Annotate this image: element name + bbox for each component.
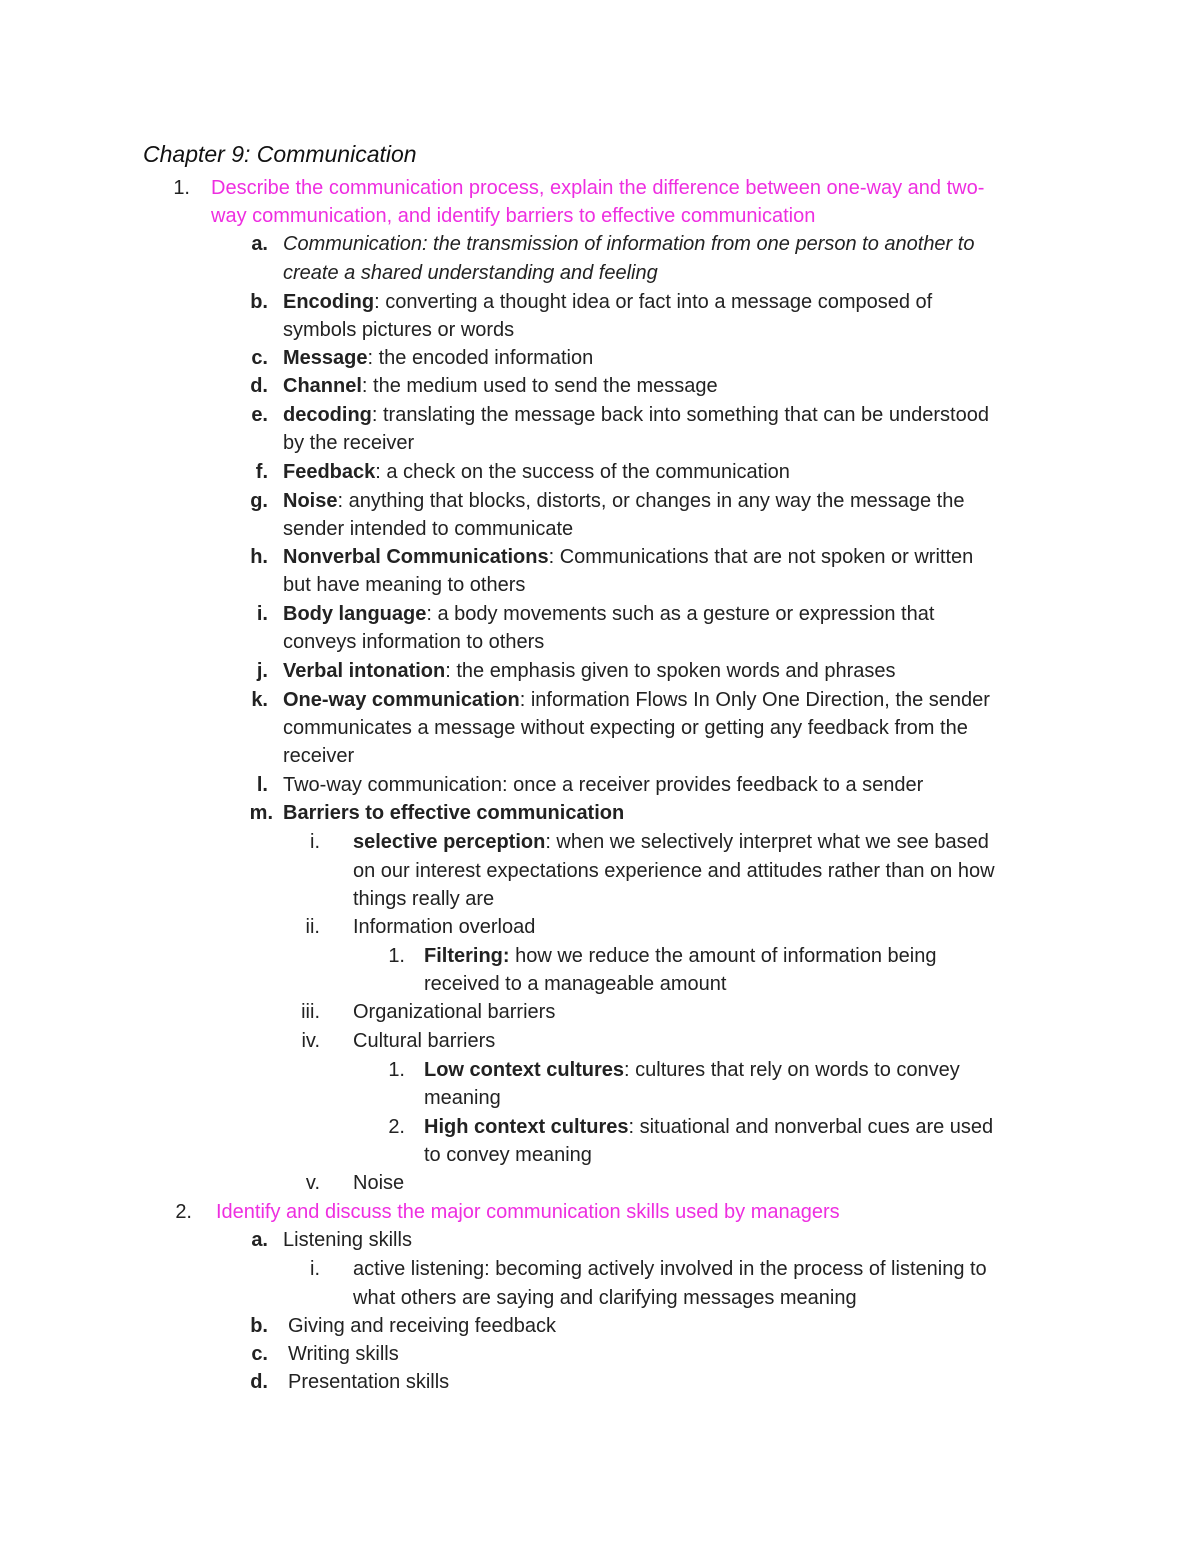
section-1-number: 1. xyxy=(173,177,190,199)
item-noise-line-2: sender intended to communicate xyxy=(283,518,574,540)
marker-f: f. xyxy=(255,461,268,483)
term-message: Message xyxy=(283,347,368,369)
term-body-language: Body language xyxy=(283,603,427,625)
marker-2b: b. xyxy=(250,1315,268,1337)
term-one-way: One-way communication xyxy=(283,689,520,711)
item-body-language: Body language: a body movements such as a gesture or expression that xyxy=(283,603,935,625)
term-feedback: Feedback xyxy=(283,461,376,483)
item-nonverbal: Nonverbal Communications: Communications that are not spoken or written xyxy=(283,546,974,568)
objective-1-line-2: way communication, and identify barriers to effective communication xyxy=(211,205,816,227)
marker-g: g. xyxy=(250,490,268,512)
item-selective-perception-line-2: on our interest expectations experience and attitudes rather than on how xyxy=(353,860,995,882)
item-giving-feedback: Giving and receiving feedback xyxy=(288,1315,556,1337)
item-one-way-line-2: communicates a message without expecting or getting any feedback from the xyxy=(283,717,968,739)
item-body-language-line-2: conveys information to others xyxy=(283,631,545,653)
objective-1-line-1: Describe the communication process, explain the difference between one-way and two- xyxy=(211,177,985,199)
item-selective-perception-line-3: things really are xyxy=(353,888,495,910)
marker-roman-iii: iii. xyxy=(301,1001,320,1023)
item-nonverbal-line-2: but have meaning to others xyxy=(283,574,526,596)
item-cultural-barriers: Cultural barriers xyxy=(353,1030,496,1052)
marker-i: i. xyxy=(256,603,268,625)
item-active-listening-line-2: what others are saying and clarifying messages meaning xyxy=(353,1287,857,1309)
marker-k: k. xyxy=(251,689,268,711)
marker-m: m. xyxy=(249,802,273,824)
marker-b: b. xyxy=(250,291,268,313)
item-decoding-line-2: by the receiver xyxy=(283,432,415,454)
item-low-context: Low context cultures: cultures that rely on words to convey xyxy=(424,1059,960,1081)
marker-e: e. xyxy=(251,404,268,426)
item-information-overload: Information overload xyxy=(353,916,536,938)
objective-2: Identify and discuss the major communication skills used by managers xyxy=(216,1201,840,1223)
term-low-context: Low context cultures xyxy=(424,1059,625,1081)
marker-2c: c. xyxy=(251,1343,268,1365)
item-one-way-line-3: receiver xyxy=(283,745,355,767)
marker-roman-ii: ii. xyxy=(305,916,320,938)
term-filtering: Filtering: xyxy=(424,945,510,967)
marker-2d: d. xyxy=(250,1371,268,1393)
item-barriers: Barriers to effective communication xyxy=(283,802,625,824)
marker-2a: a. xyxy=(251,1229,268,1251)
item-filtering: Filtering: how we reduce the amount of information being xyxy=(424,945,937,967)
marker-iv-1: 1. xyxy=(388,1059,405,1081)
marker-a: a. xyxy=(251,233,268,255)
marker-h: h. xyxy=(250,546,268,568)
item-message: Message: the encoded information xyxy=(283,347,594,369)
item-two-way: Two-way communication: once a receiver provides feedback to a sender xyxy=(283,774,924,796)
marker-2a-i: i. xyxy=(310,1258,320,1280)
item-filtering-line-2: received to a manageable amount xyxy=(424,973,727,995)
term-noise: Noise xyxy=(283,490,338,512)
item-organizational-barriers: Organizational barriers xyxy=(353,1001,556,1023)
item-noise-barrier: Noise xyxy=(353,1172,405,1194)
item-encoding: Encoding: converting a thought idea or fact into a message composed of xyxy=(283,291,933,313)
item-low-context-line-2: meaning xyxy=(424,1087,501,1109)
item-writing-skills: Writing skills xyxy=(288,1343,399,1365)
term-verbal-intonation: Verbal intonation xyxy=(283,660,446,682)
item-communication-line-2: create a shared understanding and feeling xyxy=(283,262,658,284)
term-encoding: Encoding xyxy=(283,291,375,313)
term-selective-perception: selective perception xyxy=(353,831,546,853)
item-presentation-skills: Presentation skills xyxy=(288,1371,450,1393)
marker-roman-iv: iv. xyxy=(301,1030,320,1052)
term-nonverbal: Nonverbal Communications xyxy=(283,546,549,568)
item-decoding: decoding: translating the message back into something that can be understood xyxy=(283,404,989,426)
item-encoding-line-2: symbols pictures or words xyxy=(283,319,515,341)
item-feedback: Feedback: a check on the success of the communication xyxy=(283,461,790,483)
item-listening-skills: Listening skills xyxy=(283,1229,412,1251)
marker-ii-1: 1. xyxy=(388,945,405,967)
marker-j: j. xyxy=(256,660,268,682)
item-channel: Channel: the medium used to send the message xyxy=(283,375,718,397)
marker-c: c. xyxy=(251,347,268,369)
marker-iv-2: 2. xyxy=(388,1116,405,1138)
section-2-number: 2. xyxy=(175,1201,192,1223)
marker-roman-v: v. xyxy=(305,1172,320,1194)
chapter-title: Chapter 9: Communication xyxy=(143,141,417,167)
item-selective-perception: selective perception: when we selectively interpret what we see based xyxy=(353,831,989,853)
term-high-context: High context cultures xyxy=(424,1116,629,1138)
item-verbal-intonation: Verbal intonation: the emphasis given to spoken words and phrases xyxy=(283,660,896,682)
item-active-listening: active listening: becoming actively involved in the process of listening to xyxy=(353,1258,987,1280)
item-communication-line-1: Communication: the transmission of information from one person to another to xyxy=(283,233,975,255)
term-decoding: decoding xyxy=(283,404,372,426)
marker-l: l. xyxy=(256,774,268,796)
item-noise: Noise: anything that blocks, distorts, or changes in any way the message the xyxy=(283,490,965,512)
item-high-context: High context cultures: situational and nonverbal cues are used xyxy=(424,1116,994,1138)
term-channel: Channel xyxy=(283,375,362,397)
item-one-way: One-way communication: information Flows In Only One Direction, the sender xyxy=(283,689,990,711)
marker-d: d. xyxy=(250,375,268,397)
item-high-context-line-2: to convey meaning xyxy=(424,1144,592,1166)
marker-roman-i: i. xyxy=(310,831,320,853)
